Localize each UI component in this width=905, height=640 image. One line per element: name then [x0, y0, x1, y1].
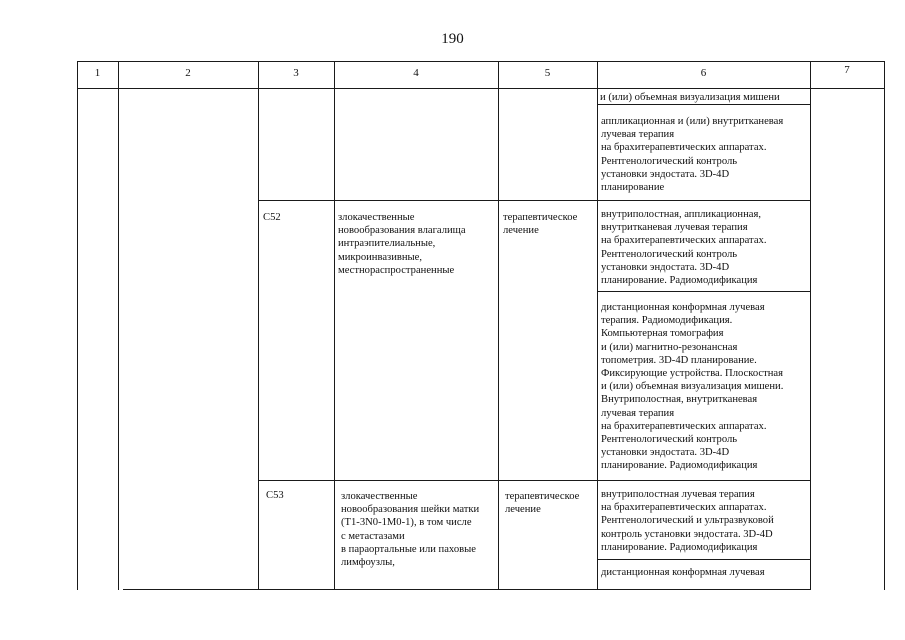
c53-diagnosis: злокачественные новообразования шейки матки (T1-3N0-1M0-1), в том числе с метастазами в параортальные или паховые лимфоузлы,	[341, 491, 480, 569]
c53-method-a: внутриполостная лучевая терапия на брахитерапевтических аппаратах. Рентгенологический и ультразвуковой контроль установки эндостата. 3D-4D планирование. Радиомодификация	[601, 489, 774, 553]
header-col6: 6	[700, 67, 707, 79]
c52-method-a: внутриполостная, аппликационная, внутритканевая лучевая терапия на брахитерапевтических аппаратах. Рентгенологический контроль установки эндостата. 3D-4D планирование. Радиомодификация	[601, 209, 767, 287]
border-col3-col4	[334, 61, 335, 590]
border-col1-col2	[118, 61, 119, 590]
c52-method-b: дистанционная конформная лучевая терапия. Радиомодификация. Компьютерная томография и (или) магнитно-резонансная топометрия. 3D-4D планирование. Фиксирующие устройства. Плоскостная и (или) объемная визуализация мишени. Внутриполостная, внутритканевая лучевая терапия на брахитерапевтических аппаратах. Рентгенологический контроль установки эндостата. 3D-4D планирование. Радиомодификация	[601, 302, 784, 472]
c52-code: C52	[263, 212, 281, 223]
border-col4-col5	[498, 61, 499, 590]
table-bottom-border	[123, 589, 811, 590]
page-number: 190	[441, 31, 464, 47]
col6-divider-5	[597, 559, 811, 560]
c52-treatment: терапевтическое лечение	[503, 212, 578, 237]
row-separator-c52	[258, 200, 811, 201]
header-col3: 3	[293, 67, 299, 79]
header-bottom-border	[77, 88, 885, 89]
header-top-border	[77, 61, 885, 62]
header-col2: 2	[185, 67, 191, 79]
c53-code: C53	[266, 490, 284, 501]
border-left	[77, 61, 78, 590]
border-col6-col7	[810, 61, 811, 590]
header-col7: 7	[844, 64, 850, 76]
border-right	[884, 61, 885, 590]
header-col1: 1	[94, 67, 101, 79]
header-col4: 4	[413, 67, 419, 79]
c52-diagnosis: злокачественные новообразования влагалища интраэпителиальные, микроинвазивные, местнораспространенные	[338, 212, 466, 276]
col6-divider-3	[597, 291, 811, 292]
c53-method-b: дистанционная конформная лучевая	[601, 567, 765, 578]
border-col5-col6	[597, 61, 598, 590]
r0-col6-a: и (или) объемная визуализация мишени	[600, 92, 780, 103]
row-separator-c53	[258, 480, 811, 481]
c53-treatment: терапевтическое лечение	[505, 491, 580, 516]
border-col2-col3	[258, 61, 259, 590]
r0-col6-b: аппликационная и (или) внутритканевая лучевая терапия на брахитерапевтических аппаратах. Рентгенологический контроль установки эндостата. 3D-4D планирование	[601, 116, 784, 194]
header-col5: 5	[544, 67, 551, 79]
